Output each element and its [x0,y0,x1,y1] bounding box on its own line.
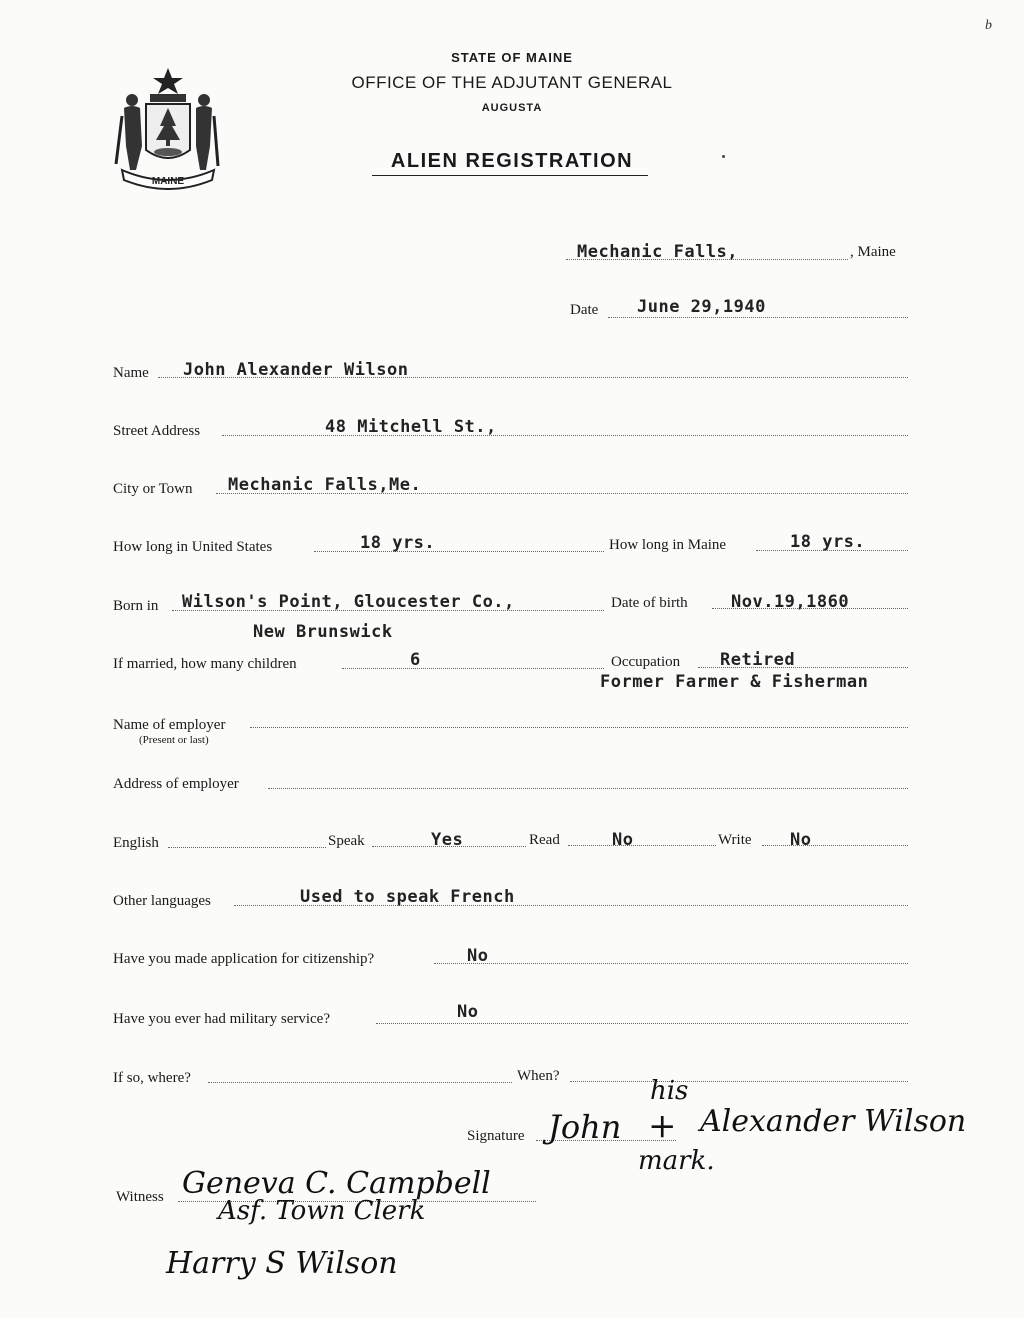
dotted-fill-line [342,668,604,669]
header-office: OFFICE OF THE ADJUTANT GENERAL [351,73,673,92]
corner-mark: b [985,18,992,33]
seal-text: MAINE [151,176,185,187]
read-label: Read [529,832,560,848]
date-value: June 29,1940 [637,297,766,317]
citizenship-label: Have you made application for citizenship? [113,951,375,967]
born-in-value-line2: New Brunswick [253,622,393,642]
maine-duration-value: 18 yrs. [790,532,866,552]
us-duration-value: 18 yrs. [360,533,436,553]
dotted-fill-line [608,317,908,318]
signature-mark-word: mark. [638,1146,715,1176]
dotted-fill-line [376,1023,908,1024]
born-in-label: Born in [113,598,159,614]
occupation-value-line2: Former Farmer & Fisherman [600,672,869,692]
read-value: No [612,830,634,850]
write-label: Write [718,832,752,848]
speak-value: Yes [431,830,464,850]
signature-mark-x: + [648,1106,677,1146]
dob-label: Date of birth [611,595,688,611]
occupation-label: Occupation [611,654,681,670]
form-title: ALIEN REGISTRATION [390,150,634,172]
witness-line2: Asf. Town Clerk [218,1196,426,1226]
when-label: When? [517,1068,560,1084]
signature-rest: Alexander Wilson [700,1104,967,1139]
witness-line3: Harry S Wilson [166,1246,398,1281]
dotted-fill-line [250,727,908,728]
where-label: If so, where? [113,1070,191,1086]
header-city: AUGUSTA [481,102,543,114]
witness-line1: Geneva C. Campbell [182,1166,491,1201]
dotted-fill-line [268,788,908,789]
dob-value: Nov.19,1860 [731,592,850,612]
other-languages-label: Other languages [113,893,211,909]
dotted-fill-line [434,963,908,964]
signature-label: Signature [467,1128,525,1144]
dotted-fill-line [568,845,716,846]
military-value: No [457,1002,479,1022]
city-value: Mechanic Falls,Me. [228,475,422,495]
dotted-fill-line [168,847,326,848]
other-languages-value: Used to speak French [300,887,515,907]
name-value: John Alexander Wilson [183,360,409,380]
english-label: English [113,835,159,851]
born-in-value: Wilson's Point, Gloucester Co., [182,592,515,612]
location-value: Mechanic Falls, [577,242,739,262]
employer-address-label: Address of employer [113,776,239,792]
maine-duration-label: How long in Maine [609,537,727,553]
date-label: Date [570,302,599,318]
title-underline [372,175,648,176]
us-duration-label: How long in United States [113,539,273,555]
employer-sublabel: (Present or last) [139,734,209,746]
children-value: 6 [410,650,421,670]
dotted-fill-line [314,551,604,552]
military-label: Have you ever had military service? [113,1011,330,1027]
city-label: City or Town [113,481,193,497]
citizenship-value: No [467,946,489,966]
speak-label: Speak [328,833,365,849]
street-label: Street Address [113,423,201,439]
header-state: STATE OF MAINE [451,50,573,65]
write-value: No [790,830,812,850]
children-label: If married, how many children [113,656,297,672]
street-value: 48 Mitchell St., [325,417,497,437]
dotted-fill-line [570,1081,908,1082]
occupation-value: Retired [720,650,796,670]
location-label: , Maine [850,244,896,260]
employer-label: Name of employer [113,717,226,733]
dotted-fill-line [208,1082,512,1083]
witness-label: Witness [116,1189,164,1205]
signature-first-name: John [548,1108,622,1146]
signature-his: his [650,1076,689,1106]
dotted-fill-line [762,845,908,846]
name-label: Name [113,365,149,381]
